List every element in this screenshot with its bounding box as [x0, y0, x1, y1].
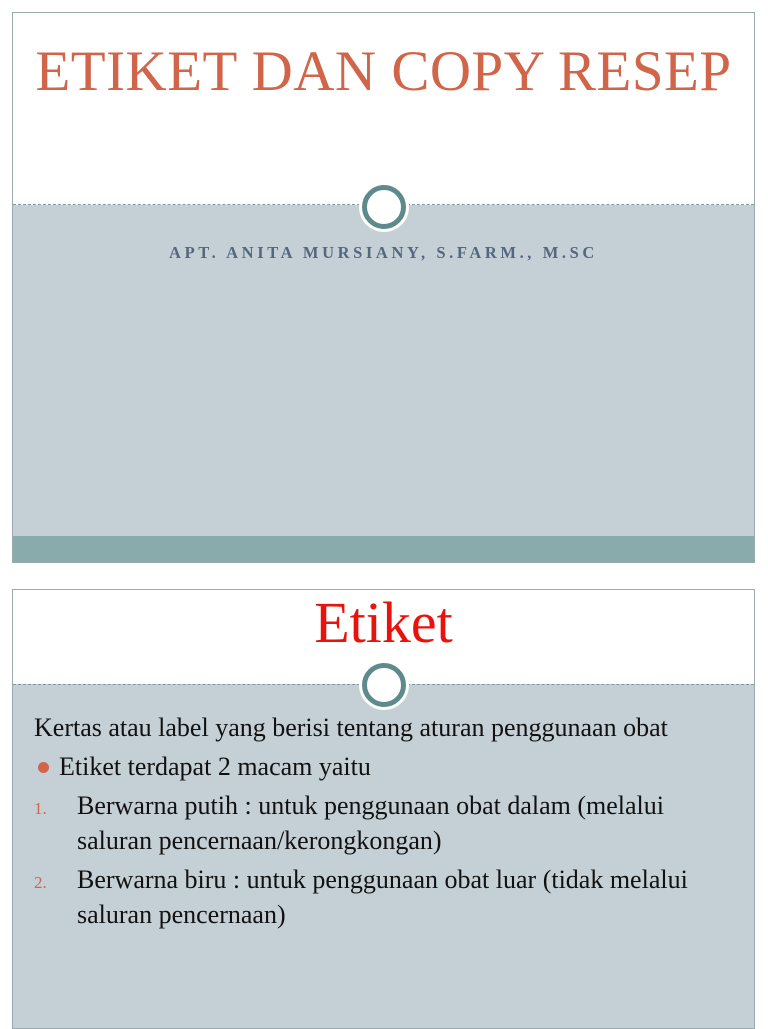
item-text: Berwarna biru : untuk penggunaan obat luar (tidak melalui saluran pencernaan)	[77, 865, 688, 929]
slide-content	[34, 710, 744, 932]
circle-ornament-icon	[362, 663, 406, 707]
item-text: Berwarna putih : untuk penggunaan obat dalam (melalui saluran pencernaan/kerongkongan)	[77, 791, 664, 855]
slide-subtitle: APT. ANITA MURSIANY, S.FARM., M.SC	[169, 243, 598, 262]
bullet-text: Etiket terdapat 2 macam yaitu	[59, 752, 371, 781]
item-number: 1.	[34, 799, 47, 818]
definition-paragraph: Kertas atau label yang berisi tentang aturan penggunaan obat	[34, 713, 668, 742]
slide-title: Etiket	[314, 590, 453, 655]
slide-1	[12, 12, 755, 563]
slide-2	[12, 589, 755, 1029]
circle-ornament-icon	[362, 185, 406, 229]
bullet-dot-icon	[38, 762, 49, 773]
item-number: 2.	[34, 873, 47, 892]
footer-band	[13, 536, 754, 562]
numbered-item-1	[34, 788, 744, 858]
slide-title: ETIKET DAN COPY RESEP	[35, 40, 732, 103]
bullet-item	[34, 749, 744, 784]
title-area	[13, 13, 754, 205]
numbered-item-2	[34, 862, 744, 932]
